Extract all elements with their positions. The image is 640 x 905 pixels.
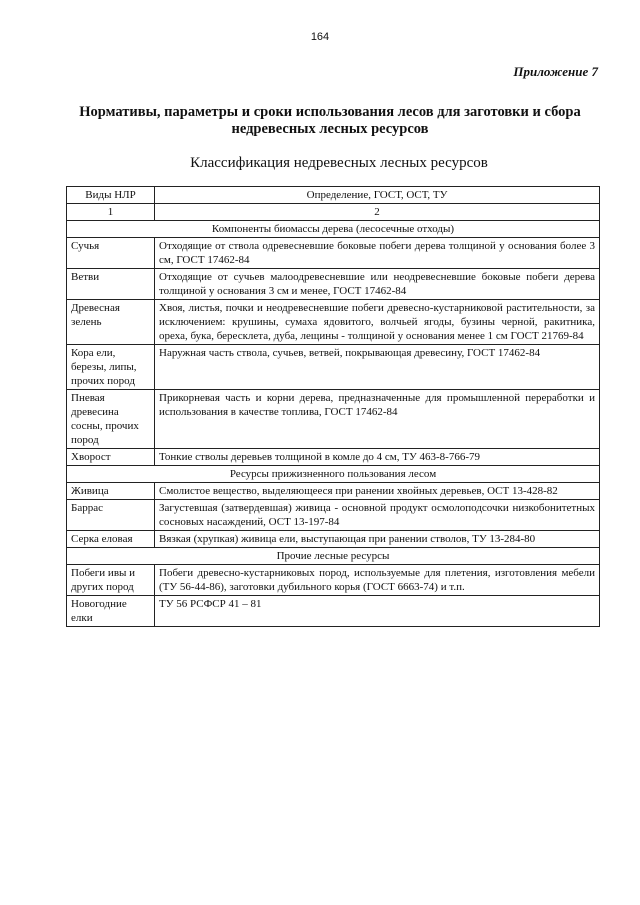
nlr-type-cell: Побеги ивы и других пород [67, 565, 155, 596]
table-row [67, 531, 600, 548]
header-definition: Определение, ГОСТ, ОСТ, ТУ [155, 187, 600, 204]
nlr-type-cell: Серка еловая [67, 531, 155, 548]
table-row [67, 238, 600, 269]
section-title: Компоненты биомассы дерева (лесосечные отходы) [67, 221, 600, 238]
header-nlr-type: Виды НЛР [67, 187, 155, 204]
table-row [67, 449, 600, 466]
nlr-classification-table [66, 186, 600, 627]
table-row [67, 390, 600, 449]
column-number-2: 2 [155, 204, 600, 221]
nlr-type-cell: Баррас [67, 500, 155, 531]
table-body [67, 187, 600, 627]
definition-cell: Побеги древесно-кустарниковых пород, используемые для плетения, изготовления мебели (ТУ 56-44-86), заготовки дубильного корья (ГОСТ 6663-74) и т.п. [155, 565, 600, 596]
nlr-type-cell: Пневая древесина сосны, прочих пород [67, 390, 155, 449]
table-row [67, 565, 600, 596]
nlr-type-cell: Хворост [67, 449, 155, 466]
column-number-row [67, 204, 600, 221]
page-number: 164 [310, 31, 330, 43]
nlr-type-cell: Новогодние елки [67, 596, 155, 627]
table-subtitle: Классификация недревесных лесных ресурсов [190, 155, 488, 171]
table-row [67, 596, 600, 627]
table-row [67, 483, 600, 500]
definition-cell: Загустевшая (затвердевшая) живица - основной продукт осмолоподсочки низкобонитетных сосновых насаждений, ОСТ 13-197-84 [155, 500, 600, 531]
section-header-row [67, 548, 600, 565]
document-title: Нормативы, параметры и сроки использования лесов для заготовки и сбора недревесных лесных ресурсов [79, 104, 581, 137]
nlr-type-cell: Ветви [67, 269, 155, 300]
definition-cell: Вязкая (хрупкая) живица ели, выступающая при ранении стволов, ТУ 13-284-80 [155, 531, 600, 548]
definition-cell: Наружная часть ствола, сучьев, ветвей, покрывающая древесину, ГОСТ 17462-84 [155, 345, 600, 390]
definition-cell: Смолистое вещество, выделяющееся при ранении хвойных деревьев, ОСТ 13-428-82 [155, 483, 600, 500]
definition-cell: Хвоя, листья, почки и неодревесневшие побеги древесно-кустарниковой растительности, за исключением: крушины, сумаха ядовитого, волчьей ягоды, бузины черной, ракитника, ореха, бука, бересклета, дуба, лещины - толщиной у основания менее 1 см ГОСТ 21769-84 [155, 300, 600, 345]
section-title: Ресурсы прижизненного пользования лесом [67, 466, 600, 483]
table-row [67, 300, 600, 345]
nlr-type-cell: Древесная зелень [67, 300, 155, 345]
table-row [67, 500, 600, 531]
definition-cell: Отходящие от сучьев малоодревесневшие или неодревесневшие боковые побеги дерева толщиной у основания 3 см и менее, ГОСТ 17462-84 [155, 269, 600, 300]
section-header-row [67, 221, 600, 238]
nlr-type-cell: Живица [67, 483, 155, 500]
nlr-type-cell: Кора ели, березы, липы, прочих пород [67, 345, 155, 390]
table-row [67, 345, 600, 390]
column-number-1: 1 [67, 204, 155, 221]
table-row [67, 269, 600, 300]
definition-cell: Тонкие стволы деревьев толщиной в комле до 4 см, ТУ 463-8-766-79 [155, 449, 600, 466]
appendix-label: Приложение 7 [513, 64, 598, 79]
definition-cell: ТУ 56 РСФСР 41 – 81 [155, 596, 600, 627]
section-title: Прочие лесные ресурсы [67, 548, 600, 565]
section-header-row [67, 466, 600, 483]
definition-cell: Отходящие от ствола одревесневшие боковые побеги дерева толщиной у основания более 3 см, ГОСТ 17462-84 [155, 238, 600, 269]
nlr-type-cell: Сучья [67, 238, 155, 269]
table-header-row [67, 187, 600, 204]
definition-cell: Прикорневая часть и корни дерева, предназначенные для промышленной переработки и использования в качестве топлива, ГОСТ 17462-84 [155, 390, 600, 449]
